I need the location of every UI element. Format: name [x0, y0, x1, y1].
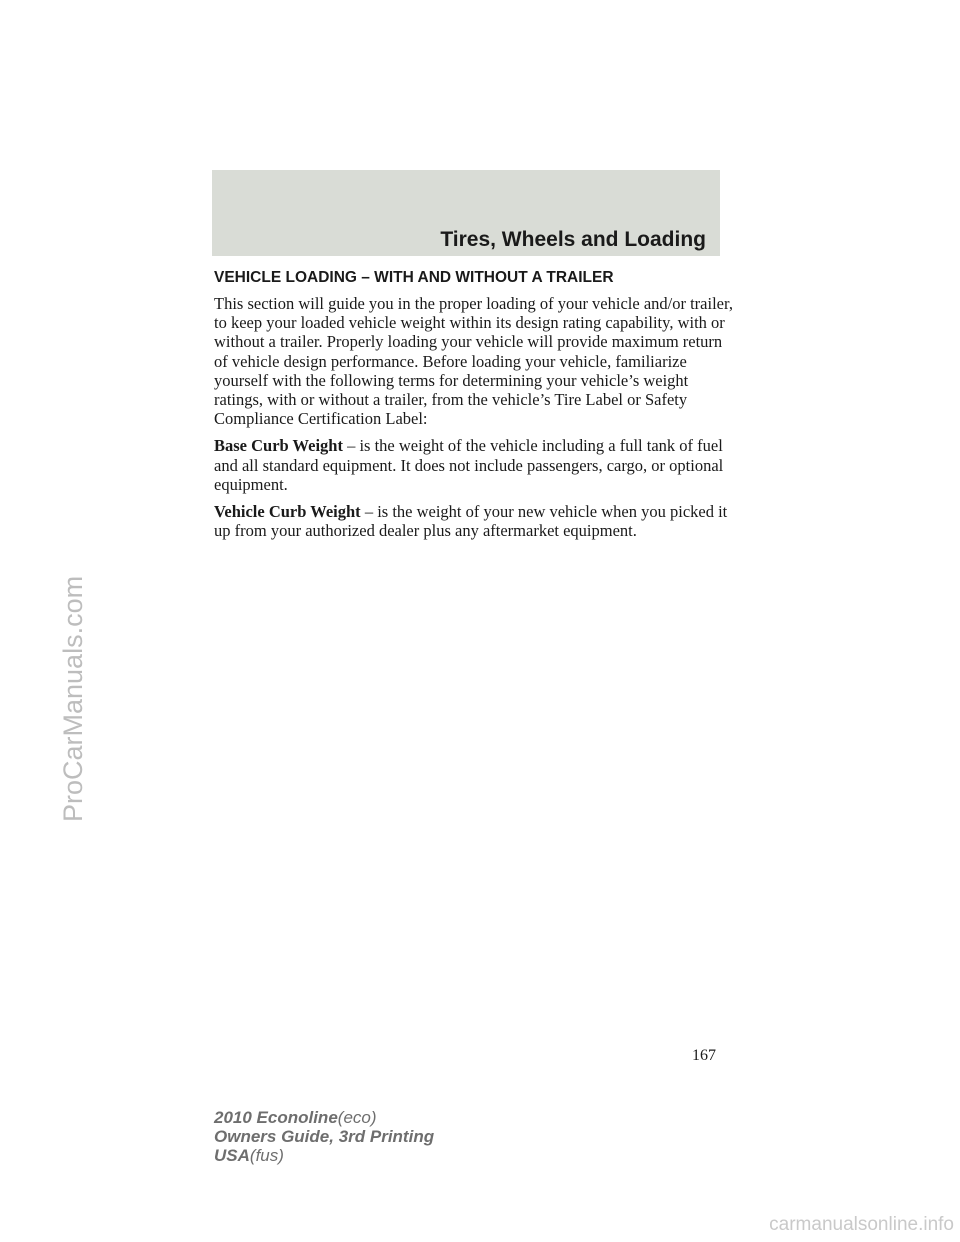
side-watermark: ProCarManuals.com [58, 575, 88, 822]
page-number: 167 [692, 1047, 716, 1064]
definition-term: Base Curb Weight [214, 436, 343, 456]
definition-text: – is the weight of the vehicle including a full tank of fuel and all standard equipment. It does not include passengers, cargo, or optional equipment. [214, 436, 724, 494]
footer-model: 2010 Econoline [214, 1108, 338, 1127]
intro-paragraph: This section will guide you in the proper loading of your vehicle and/or trailer, to keep your loaded vehicle weight within its design rating capability, with or without a trailer. Properly loading your vehicle will provide maximum return of vehicle design performance. Before loading your vehicle, familiarize yourself with the following terms for determining your vehicle’s weight ratings, with or without a trailer, from the vehicle’s Tire Label or Safety Compliance Certification Label: [214, 294, 733, 429]
definition-vehicle-curb-weight [214, 502, 734, 540]
section-header-title: Tires, Wheels and Loading [440, 228, 706, 251]
definition-base-curb-weight [214, 436, 734, 494]
page-content [214, 269, 734, 548]
definition-text: – is the weight of your new vehicle when you picked it up from your authorized dealer plus any aftermarket equipment. [214, 502, 728, 541]
footer-market-code: (fus) [249, 1146, 284, 1165]
section-header-band [212, 170, 720, 256]
footer-market: USA [214, 1146, 250, 1165]
document-footer [214, 1108, 434, 1165]
section-heading: VEHICLE LOADING – WITH AND WITHOUT A TRAILER [214, 269, 614, 286]
footer-line-1 [214, 1108, 434, 1127]
definition-term: Vehicle Curb Weight [214, 502, 361, 522]
bottom-watermark: carmanualsonline.info [769, 1214, 954, 1235]
footer-model-code: (eco) [337, 1108, 377, 1127]
footer-line-3 [214, 1146, 434, 1165]
footer-line-2: Owners Guide, 3rd Printing [214, 1127, 435, 1146]
